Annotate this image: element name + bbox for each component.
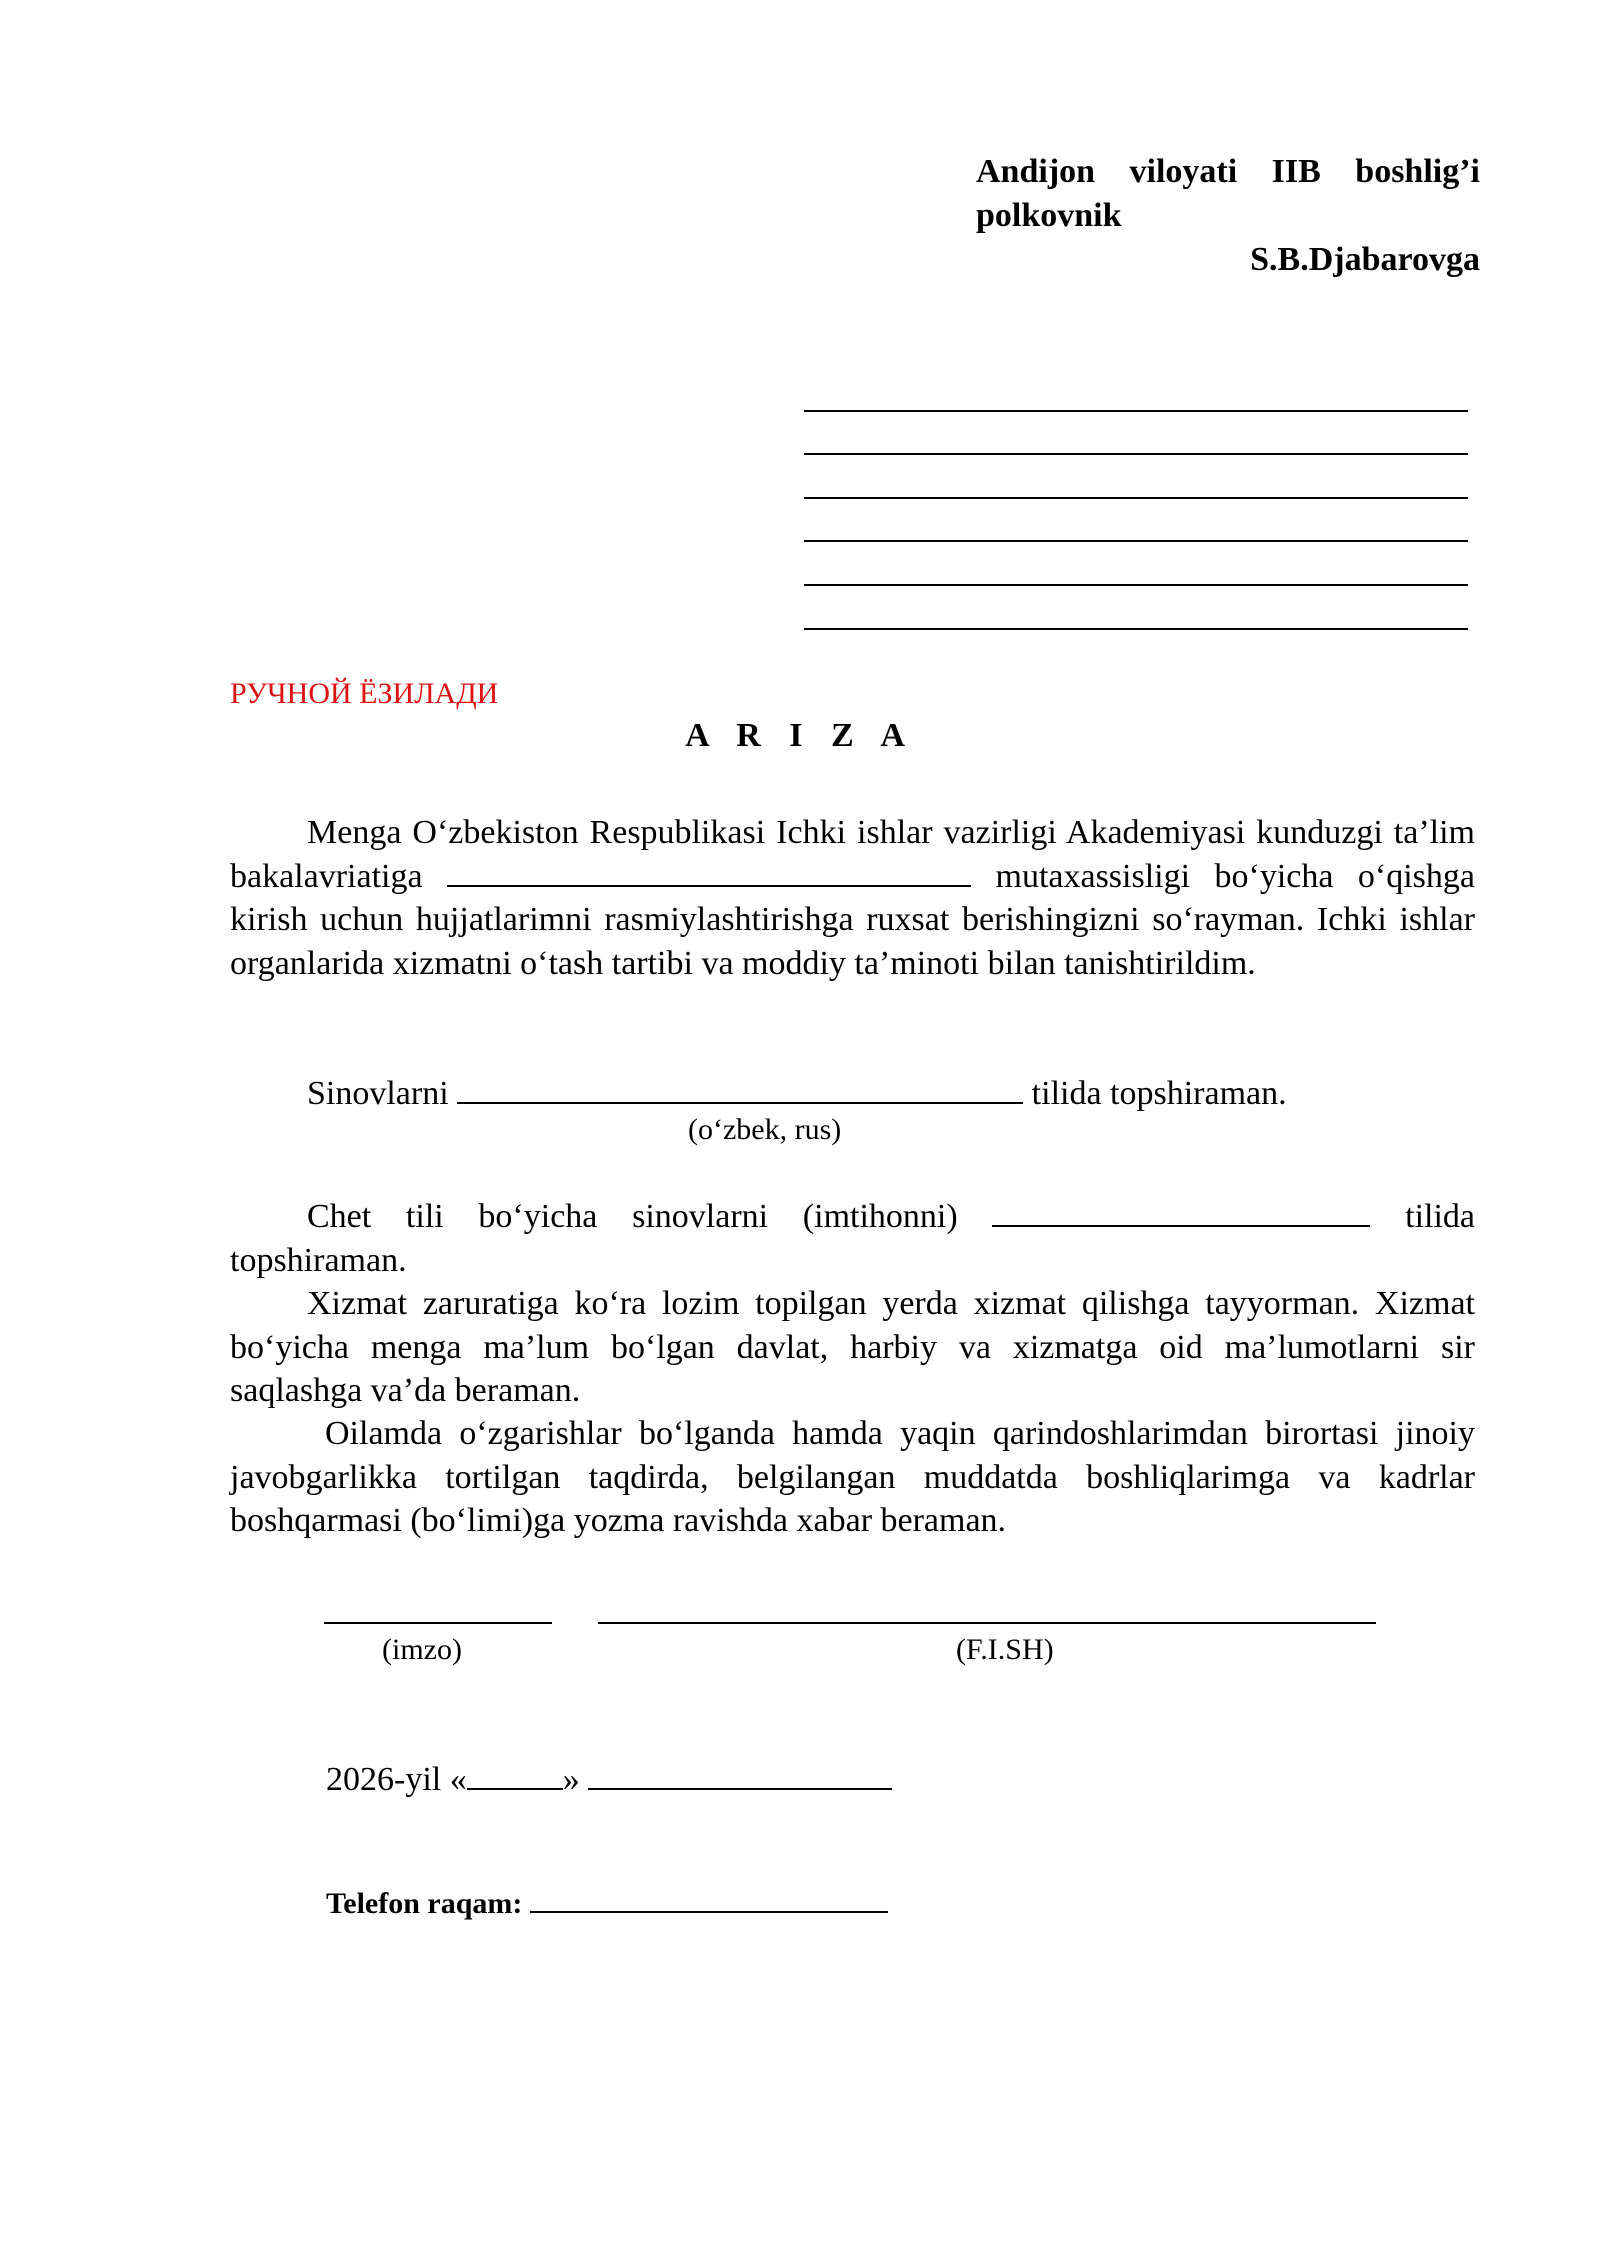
date-day-blank[interactable] <box>467 1758 563 1790</box>
date-line <box>326 1758 1326 1802</box>
foreign-prefix: Chet tili bo‘yicha sinovlarni (imtihonni) <box>307 1198 958 1235</box>
exam-suffix: tilida topshiraman. <box>1031 1075 1287 1112</box>
family-paragraph <box>230 1412 1475 1543</box>
addressee-block <box>976 150 1480 282</box>
signature-line[interactable] <box>324 1622 552 1624</box>
addressee-position: Andijon viloyati IIB boshlig’i <box>976 153 1480 190</box>
applicant-blank-line[interactable] <box>804 628 1468 630</box>
phone-label: Telefon raqam: <box>326 1887 523 1920</box>
service-paragraph <box>230 1282 1475 1413</box>
request-paragraph <box>230 811 1475 985</box>
foreign-language-blank[interactable] <box>992 1195 1370 1227</box>
addressee-name: S.B.Djabarovga <box>1250 241 1480 278</box>
exam-prefix: Sinovlarni <box>307 1075 449 1112</box>
family-text: Oilamda o‘zgarishlar bo‘lganda hamda yaqin qarindoshlarimdan birortasi jinoiy javobgarlikka tortilgan taqdirda, belgilangan muddatda boshliqlarimga va kadrlar boshqarmasi (bo‘limi)ga yozma ravishda xabar beraman. <box>230 1415 1475 1539</box>
service-text: Xizmat zaruratiga ko‘ra lozim topilgan yerda xizmat qilishga tayyorman. Xizmat bo‘yicha menga ma’lum bo‘lgan davlat, harbiy va xizmatga oid ma’lumotlarni sir saqlashga va’da beraman. <box>230 1285 1475 1409</box>
request-text-part2: mutaxassisligi bo‘yicha o‘qishga kirish uchun hujjatlarimni rasmiylashtirishga ruxsat berishingizni so‘rayman. Ichki ishlar organlarida xizmatni o‘tash tartibi va moddiy ta’minoti bilan tanishtirildim. <box>230 857 1476 982</box>
exam-language-blank[interactable] <box>457 1072 1023 1104</box>
signature-caption: (imzo) <box>382 1633 462 1666</box>
applicant-blank-line[interactable] <box>804 584 1468 586</box>
addressee-rank: polkovnik <box>976 197 1122 234</box>
applicant-blank-line[interactable] <box>804 497 1468 499</box>
exam-language-caption: (o‘zbek, rus) <box>688 1113 842 1146</box>
phone-blank[interactable] <box>530 1885 888 1913</box>
foreign-suffix: tilida topshiraman. <box>230 1198 1476 1279</box>
date-month-blank[interactable] <box>588 1758 892 1790</box>
request-text-part1: Menga O‘zbekiston Respublikasi Ichki ishlar vazirligi Akademiyasi kunduzgi ta’lim bakalavriatiga <box>230 814 1475 895</box>
specialty-blank[interactable] <box>447 855 971 887</box>
exam-language-line <box>230 1072 1475 1116</box>
full-name-line[interactable] <box>598 1622 1376 1624</box>
full-name-caption: (F.I.SH) <box>956 1633 1054 1666</box>
applicant-blank-line[interactable] <box>804 540 1468 542</box>
date-quote-close: » <box>562 1761 580 1798</box>
document-title: A R I Z A <box>685 717 915 754</box>
phone-line <box>326 1884 888 1924</box>
applicant-blank-line[interactable] <box>804 453 1468 455</box>
applicant-blank-line[interactable] <box>804 410 1468 412</box>
handwritten-note: РУЧНОЙ ЁЗИЛАДИ <box>230 677 499 710</box>
foreign-language-paragraph <box>230 1195 1475 1282</box>
date-year: 2026-yil « <box>326 1761 467 1798</box>
